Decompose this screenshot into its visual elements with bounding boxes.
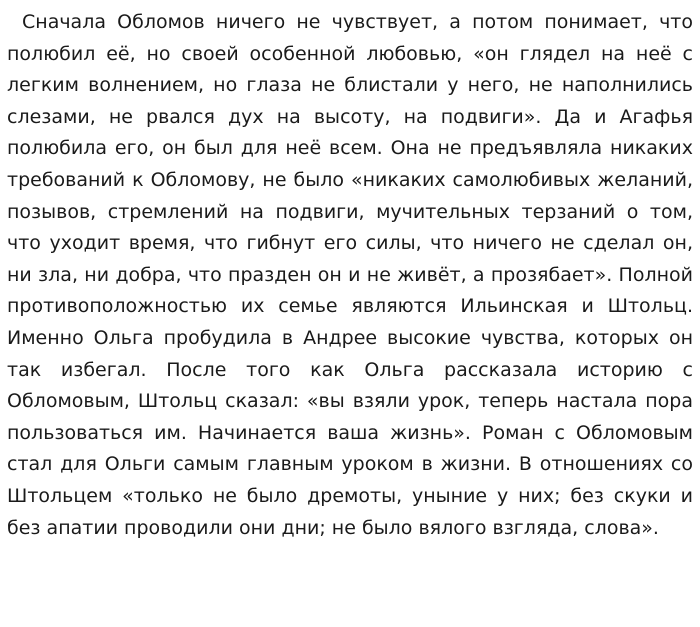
body-paragraph: Сначала Обломов ничего не чувствует, а потом понимает, что полюбил её, но своей особенной любовью, «он глядел на неё с легким волнением, но глаза не блистали у него, не наполнились слезами, не рвался дух на высоту, на подвиги». Да и Агафья полюбила его, он был для неё всем. Она не предъявляла никаких требований к Обломову, не было «никаких самолюбивых желаний, позывов, стремлений на подвиги, мучительных терзаний о том, что уходит время, что гибнут его силы, что ничего не сделал он, ни зла, ни добра, что празден он и не живёт, а прозябает». Полной противоположностью их семье являются Ильинская и Штольц. Именно Ольга пробудила в Андрее высокие чувства, которых он так избегал. После того как Ольга рассказала историю с Обломовым, Штольц сказал: «вы взяли урок, теперь настала пора пользоваться им. Начинается ваша жизнь». Роман с Обломовым стал для Ольги самым главным уроком в жизни. В отношениях со Штольцем «только не было дремоты, уныние у них; без скуки и без апатии проводили они дни; не было вялого взгляда, слова». — [7, 11, 693, 539]
document-page — [7, 7, 693, 544]
